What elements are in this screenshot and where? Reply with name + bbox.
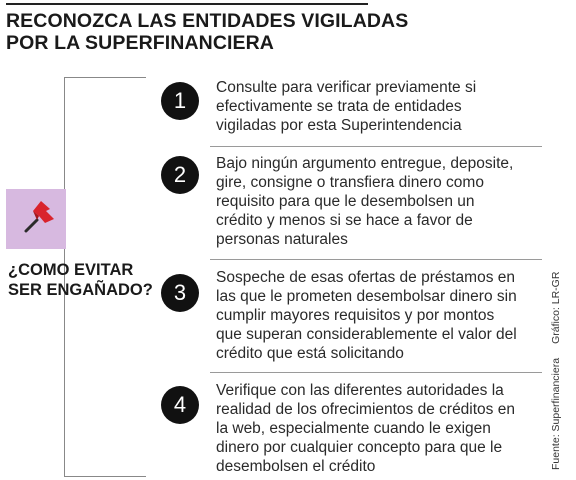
step-text-2	[216, 154, 546, 249]
page-title	[6, 10, 409, 54]
step-line: Sospeche de esas ofertas de préstamos en	[216, 269, 515, 286]
step-line: cumplir mayores requisitos y por montos	[216, 307, 495, 324]
step-line: efectivamente se trata de entidades	[216, 98, 462, 115]
source-credit	[550, 258, 562, 470]
step-line: Verifique con las diferentes autoridades la	[216, 382, 504, 399]
step-line: Bajo ningún argumento entregue, deposite,	[216, 155, 514, 172]
step-line: dinero por cualquier concepto para que le	[216, 439, 503, 456]
question-line-2: SER ENGAÑADO?	[8, 281, 153, 299]
step-divider	[210, 372, 542, 373]
red-flag-icon	[6, 189, 66, 249]
icon-box	[6, 189, 66, 249]
title-line-2: POR LA SUPERFINANCIERA	[6, 32, 274, 54]
step-number-3: 3	[161, 274, 199, 312]
step-line: que superan considerablemente el valor del	[216, 326, 517, 343]
step-line: personas naturales	[216, 231, 348, 248]
question-heading	[8, 260, 158, 300]
step-line: realidad de los ofrecimientos de créditos en	[216, 401, 515, 418]
step-text-1	[216, 78, 546, 135]
step-number-2: 2	[161, 156, 199, 194]
source-fuente: Fuente: Superfinanciera	[550, 357, 562, 470]
step-line: las que le prometen desembolsar dinero sin	[216, 288, 517, 305]
step-divider	[210, 146, 542, 147]
question-line-1: ¿COMO EVITAR	[8, 261, 134, 279]
title-line-1: RECONOZCA LAS ENTIDADES VIGILADAS	[6, 10, 409, 32]
step-line: gire, consigne o transfiera dinero como	[216, 174, 484, 191]
step-text-3	[216, 268, 546, 363]
step-line: vigiladas por esta Superintendencia	[216, 117, 462, 134]
step-line: la web, especialmente cuando le exigen	[216, 420, 491, 437]
step-line: desembolsen el crédito	[216, 458, 376, 475]
step-number-1: 1	[161, 82, 199, 120]
step-line: Consulte para verificar previamente si	[216, 79, 477, 96]
top-rule	[6, 3, 368, 5]
source-grafico: Gráfico: LR-GR	[550, 271, 562, 344]
step-line: requisito para que le desembolsen un	[216, 193, 475, 210]
step-number-4: 4	[161, 386, 199, 424]
step-divider	[210, 259, 542, 260]
step-line: crédito que está solicitando	[216, 345, 404, 362]
step-text-4	[216, 381, 546, 476]
step-line: crédito y menos si se hace a favor de	[216, 212, 473, 229]
